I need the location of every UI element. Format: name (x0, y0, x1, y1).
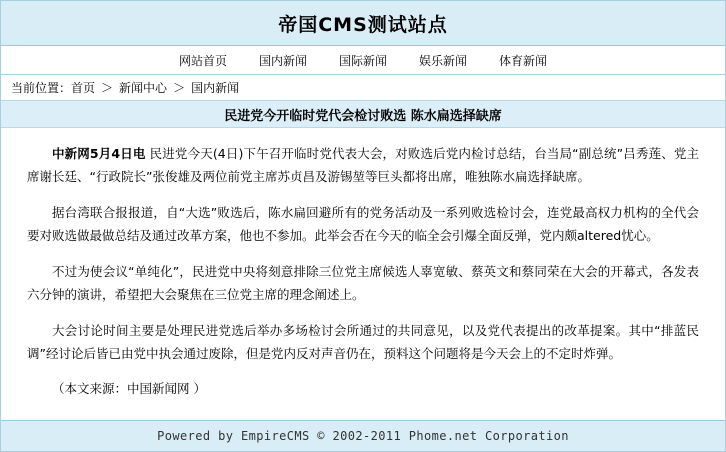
nav-item-international-news[interactable]: 国际新闻 (338, 53, 387, 68)
article-title: 民进党今开临时党代会检讨败选 陈水扁选择缺席 (224, 108, 502, 124)
breadcrumb (1, 75, 725, 101)
breadcrumb-separator-2: ＞ (173, 81, 186, 95)
nav-list (163, 52, 563, 69)
breadcrumb-separator-1: ＞ (101, 81, 114, 95)
content-area (1, 101, 725, 400)
breadcrumb-item-domestic-news[interactable]: 国内新闻 (191, 81, 240, 95)
article-lead: 中新网5月4日电 (52, 146, 146, 161)
article-paragraph-1 (27, 142, 699, 188)
article-paragraph-2: 据台湾联合报报道，自“大选”败选后，陈水扁回避所有的党务活动及一系列败选检讨会，连党最高权力机构的全代会要对败选做最做总结及通过改革方案，他也不参加。此举会否在今天的临全会引爆全面反弹，党内颇altered忧心。 (27, 205, 699, 243)
article-source: （本文来源：中国新闻网 ） (52, 381, 206, 396)
site-footer (1, 420, 725, 451)
article-paragraph-1-text: 民进党今天(4日)下午召开临时党代表大会，对败选后党内检讨总结，台当局“副总统”吕秀莲、党主席谢长廷、“行政院长”张俊雄及两位前党主席苏贞昌及游锡堃等巨头都将出席，唯独陈水扁选择缺席。 (27, 146, 699, 184)
nav-item-domestic-news[interactable]: 国内新闻 (258, 53, 307, 68)
article-paragraph-3: 不过为使会议“单纯化”，民进党中央将刻意排除三位党主席候选人辜宽敏、蔡英文和蔡同荣在大会的开幕式，各发表六分钟的演讲，希望把大会聚焦在三位党主席的理念阐述上。 (27, 264, 699, 302)
site-header (1, 1, 725, 46)
article-body (1, 128, 725, 400)
article-paragraph-4: 大会讨论时间主要是处理民进党选后举办多场检讨会所通过的共同意见，以及党代表提出的改革提案。其中“排蓝民调”经讨论后皆已由党中执会通过废除，但是党内反对声音仍在，预料这个问题将是今天会上的不定时炸弹。 (27, 323, 699, 361)
footer-copyright: Powered by EmpireCMS © 2002-2011 Phome.net Corporation (157, 429, 569, 443)
nav-item-sports-news[interactable]: 体育新闻 (499, 53, 548, 68)
breadcrumb-prefix: 当前位置： (11, 81, 72, 95)
site-title: 帝国CMS测试站点 (278, 13, 448, 36)
breadcrumb-item-home[interactable]: 首页 (71, 81, 96, 95)
article-title-bar (1, 101, 725, 128)
nav-item-home[interactable]: 网站首页 (178, 53, 227, 68)
nav-item-entertainment-news[interactable]: 娱乐新闻 (419, 53, 468, 68)
breadcrumb-item-news-center[interactable]: 新闻中心 (119, 81, 168, 95)
main-navigation (1, 46, 725, 75)
